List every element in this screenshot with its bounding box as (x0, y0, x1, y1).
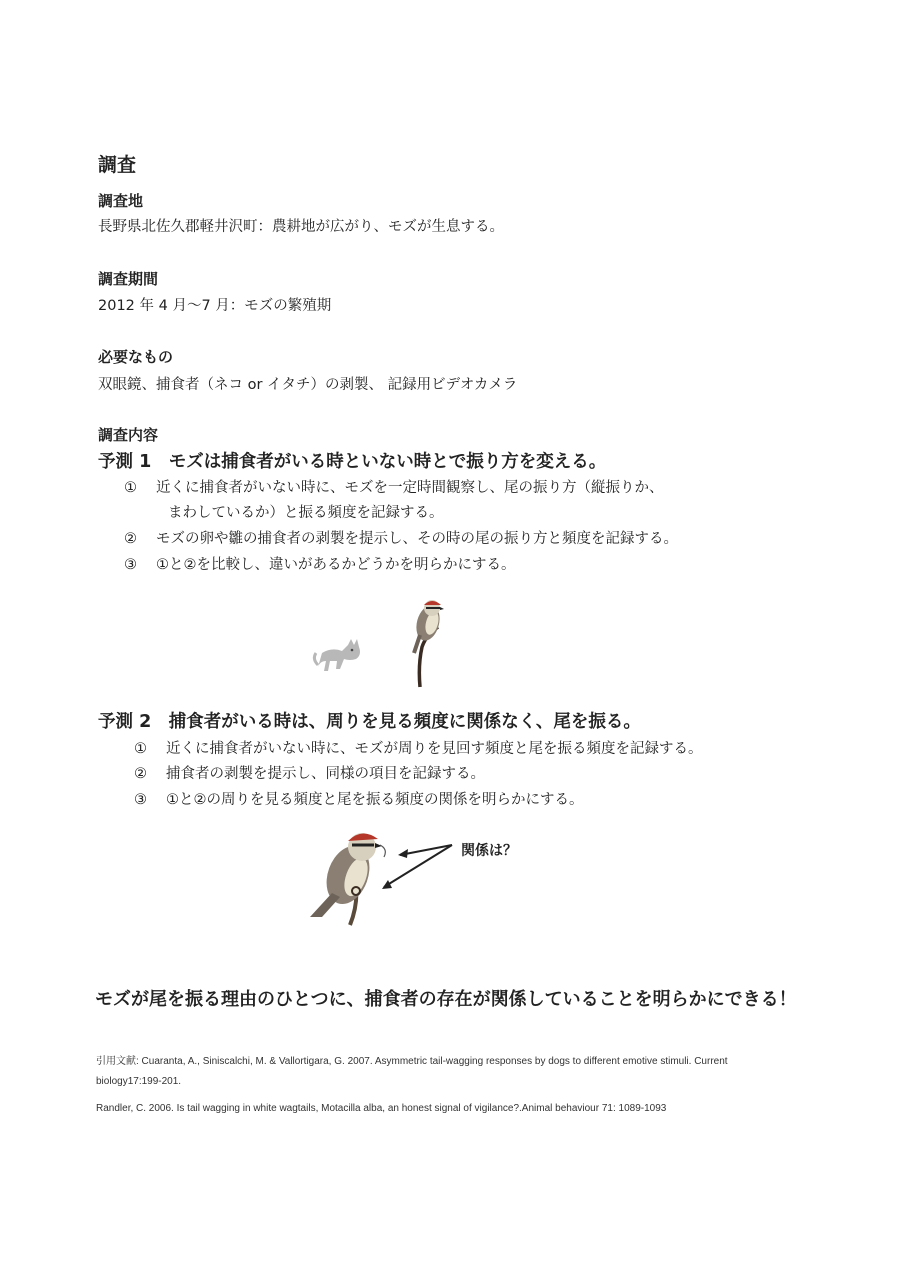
shrike-closeup-illustration (300, 825, 470, 935)
item-number: ③ (134, 792, 147, 808)
item-text: ①と②の周りを見る頻度と尾を振る頻度の関係を明らかにする。 (166, 792, 584, 808)
cat-illustration (314, 639, 360, 671)
arrow-icon (382, 845, 452, 889)
equipment-heading: 必要なもの (98, 348, 174, 366)
period-text: 2012 年 4 月～7 月：モズの繁殖期 (98, 298, 332, 314)
site-heading: 調査地 (98, 192, 144, 210)
site-text: 長野県北佐久郡軽井沢町：農耕地が広がり、モズが生息する。 (98, 219, 504, 235)
item-number: ① (124, 480, 137, 496)
period-heading: 調査期間 (98, 270, 159, 288)
prediction1-title: 予測 1 モズは捕食者がいる時といない時とで振り方を変える。 (98, 452, 607, 472)
prediction2-title: 予測 2 捕食者がいる時は、周りを見る頻度に関係なく、尾を振る。 (98, 712, 641, 732)
item-number: ② (134, 766, 147, 782)
prediction1-item-2 (124, 527, 678, 548)
item-text: 近くに捕食者がいない時に、モズが周りを見回す頻度と尾を振る頻度を記録する。 (166, 741, 703, 757)
shrike-on-branch-illustration (413, 600, 444, 687)
item-text: モズの卵や雛の捕食者の剥製を提示し、その時の尾の振り方と頻度を記録する。 (156, 531, 678, 547)
prediction1-item-1 (124, 476, 664, 497)
item-number: ③ (124, 557, 137, 573)
prediction2-item-3 (134, 788, 584, 809)
conclusion: モズが尾を振る理由のひとつに、捕食者の存在が関係していることを明らかにできる！ (95, 989, 797, 1010)
item-number: ② (124, 531, 137, 547)
prediction1-item-1-cont: まわしているか）と振る頻度を記録する。 (168, 505, 444, 521)
relation-callout: 関係は？ (461, 843, 517, 859)
prediction2-item-1 (134, 737, 703, 758)
content-heading: 調査内容 (98, 426, 159, 444)
equipment-text: 双眼鏡、捕食者（ネコ or イタチ）の剥製、 記録用ビデオカメラ (98, 377, 518, 393)
item-text: ①と②を比較し、違いがあるかどうかを明らかにする。 (156, 557, 516, 573)
prediction2-item-2 (134, 762, 485, 783)
item-text: 近くに捕食者がいない時に、モズを一定時間観察し、尾の振り方（縦振りか、 (156, 480, 664, 496)
section-title: 調査 (98, 154, 137, 176)
reference-2: Randler, C. 2006. Is tail wagging in white wagtails, Motacilla alba, an honest signal of vigilance?.Animal behaviour 71: 1089-1093 (96, 1103, 667, 1114)
cat-and-shrike-illustration (310, 595, 460, 695)
prediction1-item-3 (124, 553, 516, 574)
reference-1-line2: biology17:199-201. (96, 1076, 182, 1087)
item-text: 捕食者の剥製を提示し、同様の項目を記録する。 (166, 766, 485, 782)
reference-1-line1: 引用文献: Cuaranta, A., Siniscalchi, M. & Vallortigara, G. 2007. Asymmetric tail-wagging responses by dogs to different emotive stimuli. Current (96, 1056, 728, 1067)
item-number: ① (134, 741, 147, 757)
